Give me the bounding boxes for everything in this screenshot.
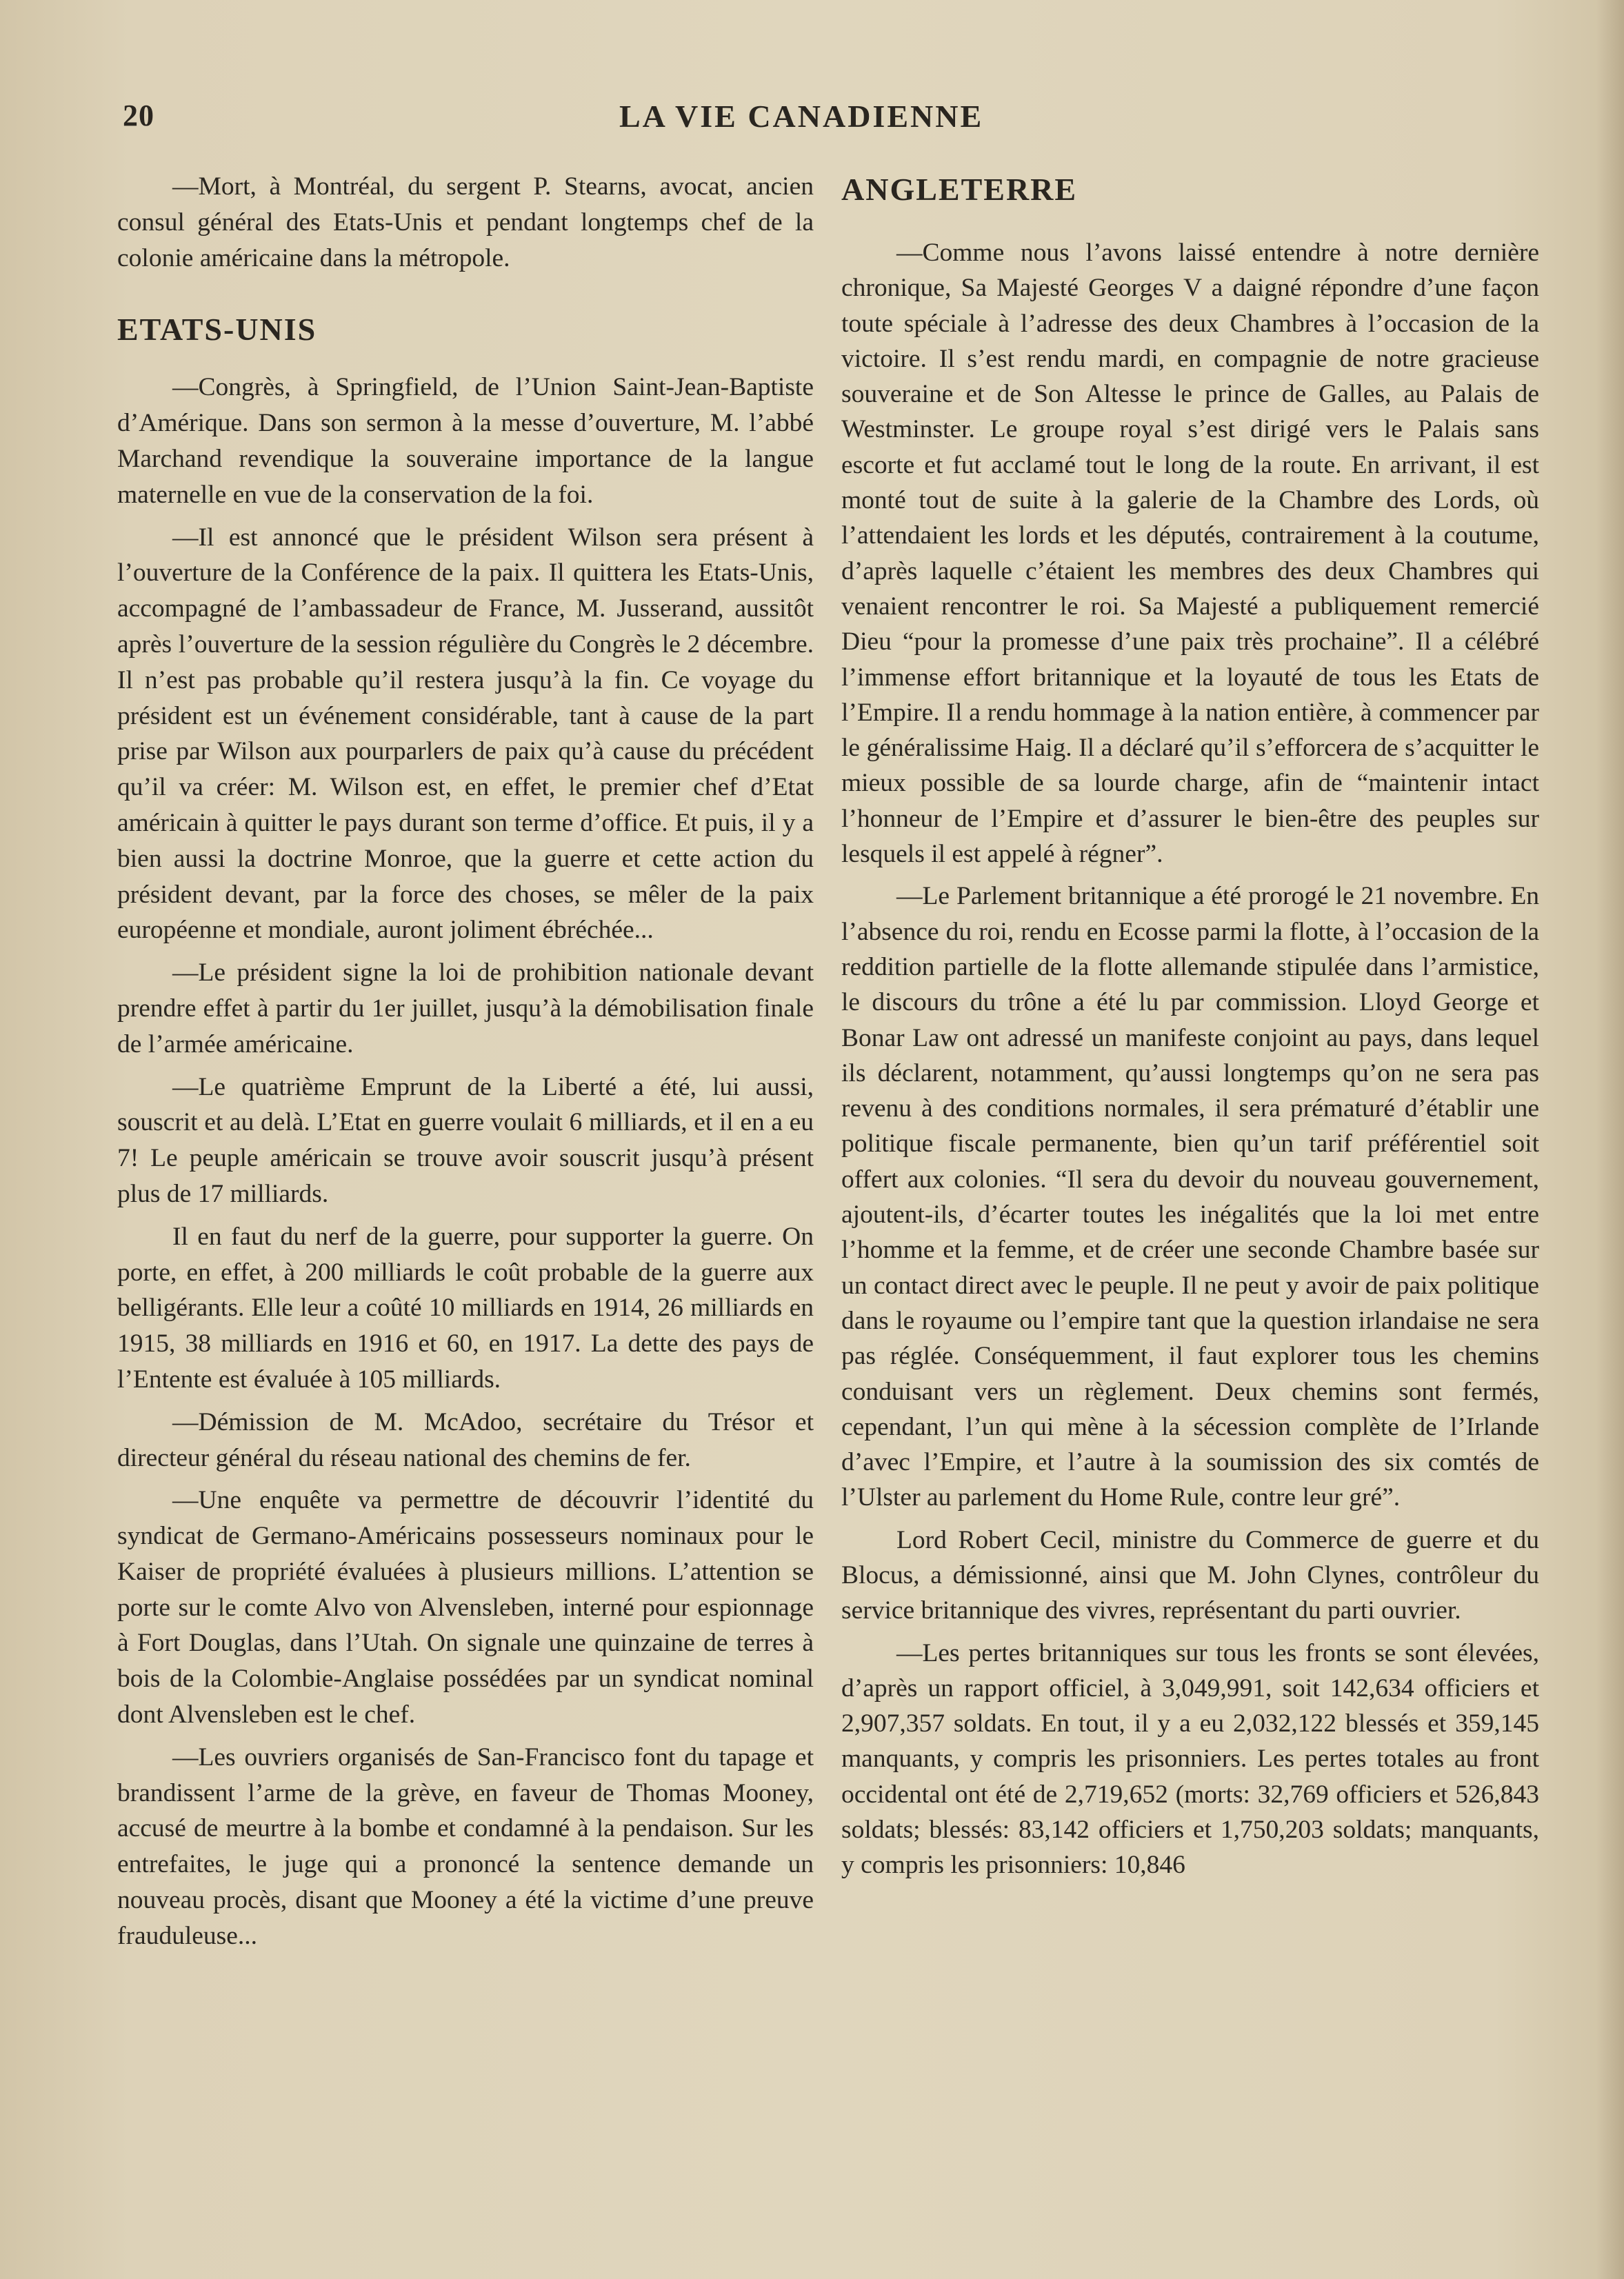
article-paragraph: —Une enquête va permettre de découvrir l’identité du syndicat de Germano-Américains possesseurs nominaux pour le Kaiser de propriété évaluées à plusieurs millions. L’attention se porte sur le comte Alvo von Alvensleben, interné pour espionnage à Fort Douglas, dans l’Utah. On signale une quinzaine de terres à bois de la Colombie-Anglaise possédées par un syndicat nominal dont Alvensleben est le chef. [117,1486,814,1729]
article-paragraph: —Comme nous l’avons laissé entendre à notre dernière chronique, Sa Majesté Georges V a daigné répondre d’une façon toute spéciale à l’adresse des deux Chambres à l’occasion de la victoire. Il s’est rendu mardi, en compagnie de notre gracieuse souveraine et de Son Altesse le prince de Galles, au Palais de Westminster. Le groupe royal s’est dirigé vers le Palais sans escorte et fut acclamé tout le long de la route. En arrivant, il est monté tout de suite à la galerie de la Chambre des Lords, où l’attendaient les lords et les députés, contrairement à la coutume, d’après laquelle c’étaient les membres des deux Chambres qui venaient rencontrer le roi. Sa Majesté a publiquement remercié Dieu “pour la promesse d’une paix très prochaine”. Il a célébré l’immense effort britannique et la loyauté de tous les Etats de l’Empire. Il a rendu hommage à la nation entière, à commencer par le généralissime Haig. Il a déclaré qu’il s’efforcera de s’acquitter le mieux possible de sa lourde charge, afin de “maintenir intact l’honneur de l’Empire et d’assurer le bien-être des peuples sur lesquels il est appelé à régner”. [841,239,1539,869]
page-header [123,98,1502,139]
page-number: 20 [123,99,154,132]
article-paragraph: —Le quatrième Emprunt de la Liberté a été, lui aussi, souscrit et au delà. L’Etat en guerre voulait 6 milliards, et il en a eu 7! Le peuple américain se trouve avoir souscrit jusqu’à présent plus de 17 milliards. [117,1072,814,1208]
section-heading-etats-unis: ETATS-UNIS [117,312,317,348]
article-paragraph: —Le Parlement britannique a été prorogé le 21 novembre. En l’absence du roi, rendu en Ecosse parmi la flotte, à l’occasion de la reddition partielle de la flotte allemande stipulée dans l’armistice, le discours du trône a été lu par commission. Lloyd George et Bonar Law ont adressé un manifeste conjoint au pays, dans lequel ils déclarent, notamment, qu’aussi longtemps qu’on ne sera pas revenu à des conditions normales, il sera prématuré d’établir une politique fiscale permanente, bien qu’un tarif préférentiel soit offert aux colonies. “Il sera du devoir du nouveau gouvernement, ajoutent-ils, d’écarter toutes les inégalités que la loi met entre l’homme et la femme, et de créer une seconde Chambre basée sur un contact direct avec le peuple. Il ne peut y avoir de paix politique dans le royaume ou l’empire tant que la question irlandaise ne sera pas réglée. Conséquemment, il faut explorer tous les chemins conduisant vers un règlement. Deux chemins sont fermés, cependant, l’un qui mène à la sécession complète de l’Irlande d’avec l’Empire, et l’autre à la soumission des six comtés de l’Ulster au parlement du Home Rule, contre leur gré”. [841,882,1539,1512]
article-paragraph: —Les ouvriers organisés de San-Francisco font du tapage et brandissent l’arme de la grève, en faveur de Thomas Mooney, accusé de meurtre à la bombe et condamné à la pendaison. Sur les entrefaites, le juge qui a prononcé la sentence demande un nouveau procès, disant que Mooney a été la victime d’une preuve frauduleuse... [117,1743,814,1950]
article-paragraph: —Démission de M. McAdoo, secrétaire du Trésor et directeur général du réseau national des chemins de fer. [117,1407,814,1472]
article-paragraph: Il en faut du nerf de la guerre, pour supporter la guerre. On porte, en effet, à 200 milliards le coût probable de la guerre aux belligérants. Elle leur a coûté 10 milliards en 1914, 26 milliards en 1915, 38 milliards en 1916 et 60, en 1917. La dette des pays de l’Entente est évaluée à 105 milliards. [117,1222,814,1394]
right-column [841,169,1539,1890]
section-heading-angleterre: ANGLETERRE [841,172,1078,207]
article-paragraph: —Il est annoncé que le président Wilson sera présent à l’ouverture de la Conférence de la paix. Il quittera les Etats-Unis, accompagné de l’ambassadeur de France, M. Jusserand, aussitôt après l’ouverture de la session régulière du Congrès le 2 décembre. Il n’est pas probable qu’il restera jusqu’à la fin. Ce voyage du président est un événement considérable, tant à cause de la part prise par Wilson aux pourparlers de paix qu’à cause du précédent qu’il va créer: M. Wilson est, en effet, le premier chef d’Etat américain à quitter le pays durant son terme d’office. Et puis, il y a bien aussi la doctrine Monroe, que la guerre et cette action du président devant, par la force des choses, se mêler de la paix européenne et mondiale, auront joliment ébréchée... [117,523,814,945]
article-paragraph: —Les pertes britanniques sur tous les fronts se sont élevées, d’après un rapport officiel, à 3,049,991, soit 142,634 officiers et 2,907,357 soldats. En tout, il y a eu 2,032,122 blessés et 359,145 manquants, y compris les prisonniers. Les pertes totales au front occidental ont été de 2,719,652 (morts: 32,769 officiers et 526,843 soldats; blessés: 83,142 officiers et 1,750,203 soldats; manquants, y compris les prisonniers: 10,846 [841,1638,1539,1880]
article-paragraph: Lord Robert Cecil, ministre du Commerce de guerre et du Blocus, a démissionné, ainsi que M. John Clynes, contrôleur du service britannique des vivres, représentant du parti ouvrier. [841,1525,1539,1625]
running-title: LA VIE CANADIENNE [619,99,984,134]
intro-paragraph: —Mort, à Montréal, du sergent P. Stearns, avocat, ancien consul général des Etats-Unis et pendant longtemps chef de la colonie américaine dans la métropole. [117,172,814,272]
article-paragraph: —Congrès, à Springfield, de l’Union Saint-Jean-Baptiste d’Amérique. Dans son sermon à la messe d’ouverture, M. l’abbé Marchand revendique la souveraine importance de la langue maternelle en vue de la conservation de la foi. [117,373,814,509]
left-column [117,169,814,1961]
page-edge-shadow [1596,0,1624,2279]
article-paragraph: —Le président signe la loi de prohibition nationale devant prendre effet à partir du 1er juillet, jusqu’à la démobilisation finale de l’armée américaine. [117,958,814,1058]
